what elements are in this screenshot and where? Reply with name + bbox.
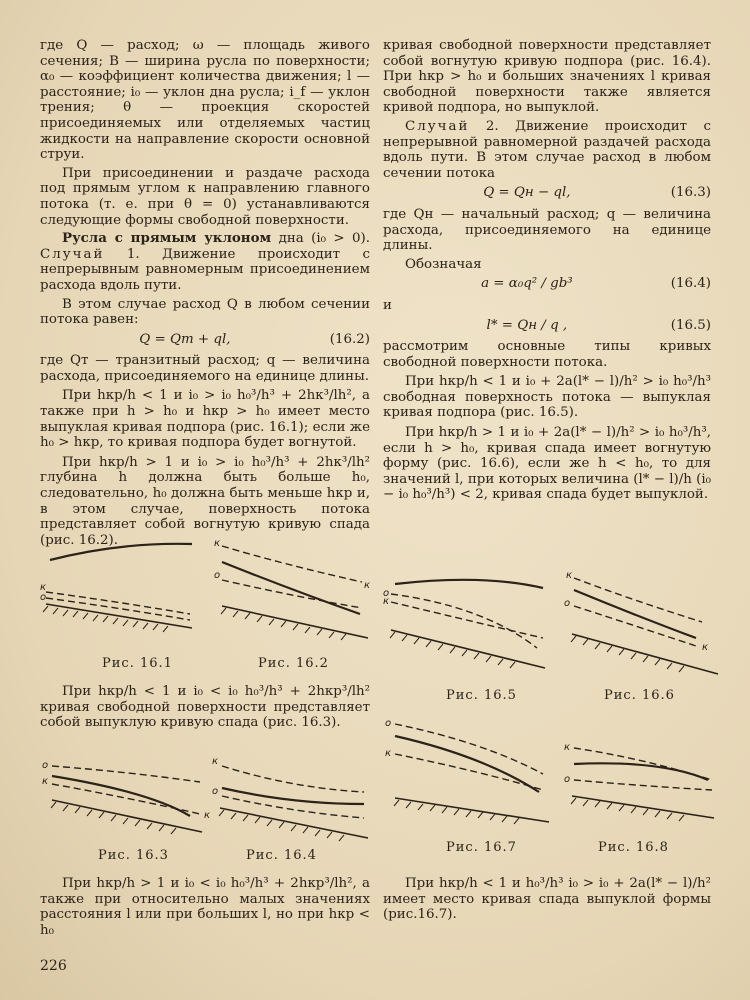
- label-k: к: [214, 538, 221, 549]
- caption-16-3: Рис. 16.3: [98, 848, 169, 863]
- label-k: к: [212, 756, 219, 767]
- label-o: о: [40, 592, 47, 603]
- caption-16-2: Рис. 16.2: [258, 656, 329, 671]
- figure-16-6: [562, 566, 722, 676]
- paragraph-condition-r3: При hкр/h < 1 и h₀³/h³ i₀ > i₀ + 2a(l* − l)/h² имеет место кривая спада выпуклой формы (рис.16.7).: [383, 876, 711, 923]
- page-number: 226: [40, 958, 67, 974]
- label-k: к: [383, 596, 390, 607]
- equation-number: (16.2): [329, 331, 370, 347]
- paragraph-denoting: Обозначая: [405, 256, 482, 272]
- label-k: к: [566, 570, 573, 581]
- figure-16-7: [383, 712, 553, 832]
- equation-number: (16.4): [670, 276, 711, 292]
- label-k: к: [385, 748, 392, 759]
- caption-16-1: Рис. 16.1: [102, 656, 173, 671]
- equation-16-5: [383, 318, 711, 334]
- paragraph-condition-1: При hкр/h < 1 и i₀ > i₀ h₀³/h³ + 2hк³/lh², а также при h > h₀ и hкр > h₀ имеет место выпуклая кривая подпора (рис. 16.1); если же h₀ > hкр, то кривая подпора будет вогнутой.: [40, 388, 370, 451]
- paragraph-right-angle: При присоединении и раздаче расхода под прямым углом к направлению главного потока (т. е. при θ = 0) устанавливаются следующие формы свободной поверхности.: [40, 165, 370, 228]
- label-o: о: [214, 570, 221, 581]
- equation-16-3: [383, 185, 711, 201]
- paragraph-definitions: где Q — расход; ω — площадь живого сечения; B — ширина русла по поверхности; α₀ — коэффициент количества движения; l — расстояние; i₀ — уклон дна русла; i_f — уклон трения; θ — проекция скоростей присоединяемых или отделяемых частиц жидкости на направление скорости основной струи.: [40, 38, 370, 163]
- paragraph-condition-r2: При hкр/h > 1 и i₀ + 2a(l* − l)/h² > i₀ h₀³/h³, если h > h₀, кривая спада имеет вогнутую форму (рис. 16.6), если же h < h₀, то для значений l, при которых величина (l* − l)/h (i₀ − i₀ h₀³/h³) < 2, кривая спада будет выпуклой.: [383, 425, 711, 503]
- caption-16-6: Рис. 16.6: [604, 688, 675, 703]
- equation-16-2: [40, 332, 370, 348]
- left-column-lower: [40, 680, 370, 734]
- conjunction-and: и: [383, 297, 392, 313]
- label-k: к: [40, 582, 47, 593]
- equation-expression: Q = Qн − ql,: [483, 185, 571, 201]
- section-heading: Русла с прямым уклоном: [62, 230, 272, 247]
- caption-16-4: Рис. 16.4: [246, 848, 317, 863]
- figure-16-5: [383, 572, 553, 672]
- figure-16-1: [40, 540, 200, 630]
- paragraph-condition-3: При hкр/h < 1 и i₀ < i₀ h₀³/h³ + 2hкр³/lh² кривая свободной поверхности представляет собой выпуклую кривую спада (рис. 16.3).: [40, 684, 370, 731]
- paragraph-types: рассмотрим основные типы кривых свободной поверхности потока.: [383, 339, 711, 370]
- label-k-end: к: [364, 580, 371, 591]
- label-k: к: [42, 776, 49, 787]
- equation-expression: a = α₀q² / gb³: [481, 276, 573, 292]
- label-o: о: [212, 786, 219, 797]
- caption-16-8: Рис. 16.8: [598, 840, 669, 855]
- paragraph-condition-r1: При hкр/h < 1 и i₀ + 2a(l* − l)/h² > i₀ h₀³/h³ свободная поверхность потока — выпуклая кривая подпора (рис. 16.5).: [383, 374, 711, 421]
- paragraph-initial-flow: где Qн — начальный расход; q — величина расхода, присоединяемого на единице длины.: [383, 206, 711, 254]
- paragraph-flow: В этом случае расход Q в любом сечении потока равен:: [40, 296, 370, 328]
- label-o: о: [564, 598, 571, 609]
- label-k-end: к: [204, 810, 211, 821]
- left-column-bottom: [40, 872, 370, 941]
- label-o: о: [564, 774, 571, 785]
- figure-16-2: [212, 534, 372, 644]
- equation-number: (16.5): [670, 317, 711, 333]
- left-column: [40, 38, 370, 551]
- equation-expression: l* = Qн / q ,: [486, 317, 568, 333]
- case-label: Случай: [40, 246, 105, 262]
- right-column: [383, 38, 711, 506]
- case-label: Случай: [405, 118, 470, 134]
- label-o: о: [383, 588, 390, 599]
- paragraph-transit: где Qт — транзитный расход; q — величина расхода, присоединяемого на единице длины.: [40, 353, 370, 384]
- paragraph-case-2: [383, 119, 711, 181]
- case-text: 1. Движение происходит с непрерывным равномерным присоединением расхода вдоль пути.: [40, 246, 370, 293]
- paragraph-condition-2: При hкр/h > 1 и i₀ > i₀ h₀³/h³ + 2hк³/lh² глубина h должна быть больше h₀, следовательно, h₀ должна быть меньше hкр и, в этом случае, поверхность потока представляет собой вогнутую кривую спада (рис. 16.2).: [40, 454, 370, 548]
- paragraph-condition-4: При hкр/h > 1 и i₀ < i₀ h₀³/h³ + 2hкр³/lh², а также при относительно малых значениях расстояния l или при больших l, но при hкр < h₀: [40, 876, 370, 938]
- paragraph-case-1: [40, 231, 370, 293]
- caption-16-7: Рис. 16.7: [446, 840, 517, 855]
- figure-16-8: [562, 736, 722, 826]
- equation-16-4: [383, 276, 711, 292]
- label-k: к: [564, 742, 571, 753]
- case-text: 2. Движение происходит с непрерывной равномерной раздачей расхода вдоль пути. В этом случае расход в любом сечении потока: [383, 118, 711, 181]
- figure-16-4: [212, 752, 372, 842]
- heading-condition: дна (i₀ > 0).: [271, 231, 370, 247]
- equation-expression: Q = Qт + ql,: [139, 331, 231, 347]
- label-o: о: [385, 718, 392, 729]
- equation-number: (16.3): [670, 185, 711, 201]
- label-o: о: [42, 760, 49, 771]
- label-k-end: к: [702, 642, 709, 653]
- caption-16-5: Рис. 16.5: [446, 688, 517, 703]
- figure-16-3: [40, 752, 210, 842]
- paragraph-concave-backwater: кривая свободной поверхности представляет собой вогнутую кривую подпора (рис. 16.4). При hкр > h₀ и больших значениях l кривая свободной поверхности также является кривой подпора, но выпуклой.: [383, 38, 711, 116]
- right-column-bottom: [383, 872, 711, 926]
